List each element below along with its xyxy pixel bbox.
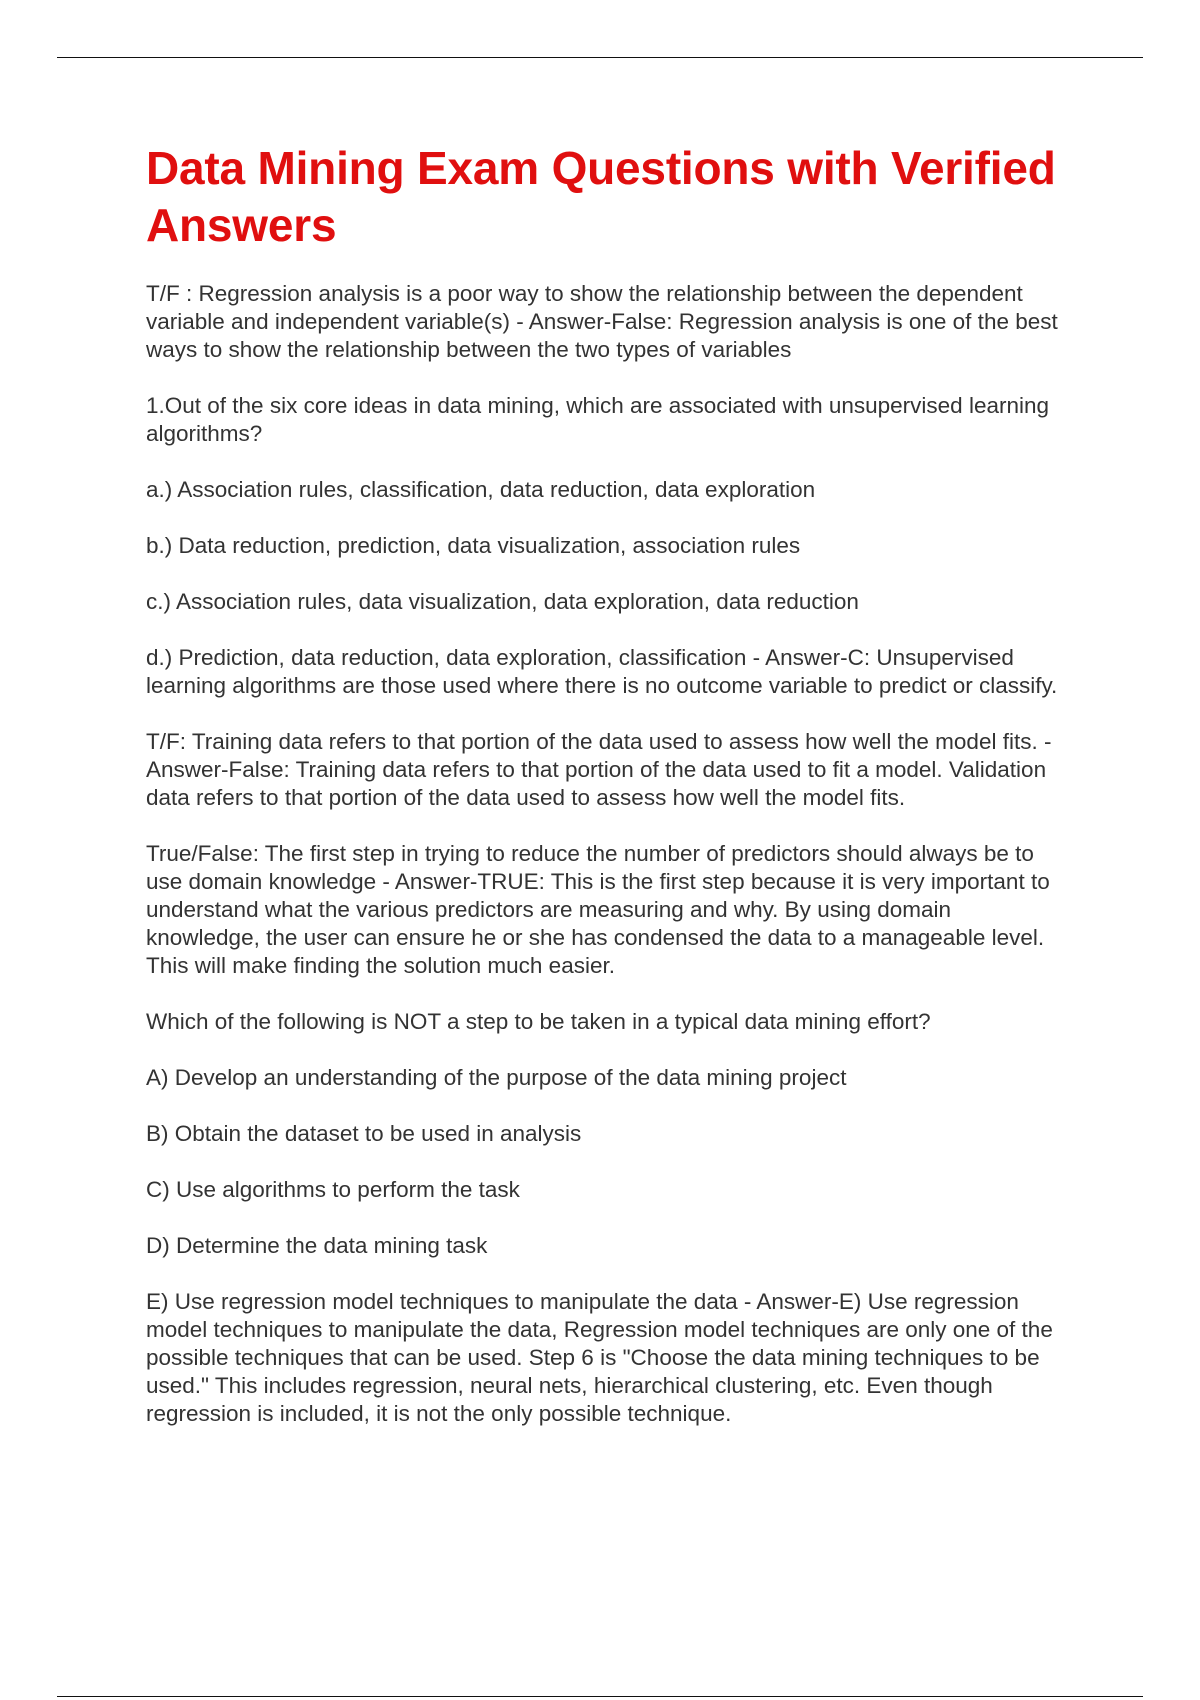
footer-rule — [57, 1696, 1143, 1697]
question-domain-knowledge-tf: True/False: The first step in trying to reduce the number of predictors should always be to use domain knowledge - Answer-TRUE: This is the first step because it is very important to understand what the various predictors are measuring and why. By using domain knowledge, the user can ensure he or she has condensed the data to a manageable level. This will make finding the solution much easier. — [146, 841, 1050, 978]
option-E-answer: E) Use regression model techniques to manipulate the data - Answer-E) Use regression model techniques to manipulate the data, Regression model techniques are only one of the possible techniques that can be used. Step 6 is "Choose the data mining techniques to be used." This includes regression, neural nets, hierarchical clustering, etc. Even though regression is included, it is not the only possible technique. — [146, 1289, 1053, 1426]
question-not-a-step: Which of the following is NOT a step to be taken in a typical data mining effort? — [146, 1009, 931, 1034]
question-unsupervised: 1.Out of the six core ideas in data mining, which are associated with unsupervised learning algorithms? — [146, 393, 1049, 446]
header-rule — [57, 57, 1143, 58]
option-D: D) Determine the data mining task — [146, 1233, 488, 1258]
option-a: a.) Association rules, classification, data reduction, data exploration — [146, 477, 816, 502]
question-regression-tf: T/F : Regression analysis is a poor way to show the relationship between the dependent variable and independent variable(s) - Answer-False: Regression analysis is one of the best ways to show the relationship between the two types of variables — [146, 281, 1058, 362]
option-C: C) Use algorithms to perform the task — [146, 1177, 520, 1202]
option-c: c.) Association rules, data visualization, data exploration, data reduction — [146, 589, 859, 614]
option-A: A) Develop an understanding of the purpose of the data mining project — [146, 1065, 847, 1090]
document-title: Data Mining Exam Questions with Verified Answers — [146, 142, 1056, 251]
option-B: B) Obtain the dataset to be used in analysis — [146, 1121, 582, 1146]
question-training-data-tf: T/F: Training data refers to that portion of the data used to assess how well the model fits. - Answer-False: Training data refers to that portion of the data used to fit a model. Validation data refers to that portion of the data used to assess how well the model fits. — [146, 729, 1052, 810]
document-body — [146, 140, 1066, 1456]
option-b: b.) Data reduction, prediction, data visualization, association rules — [146, 533, 801, 558]
option-d-answer: d.) Prediction, data reduction, data exploration, classification - Answer-C: Unsupervised learning algorithms are those used where there is no outcome variable to predict or classify. — [146, 645, 1058, 698]
